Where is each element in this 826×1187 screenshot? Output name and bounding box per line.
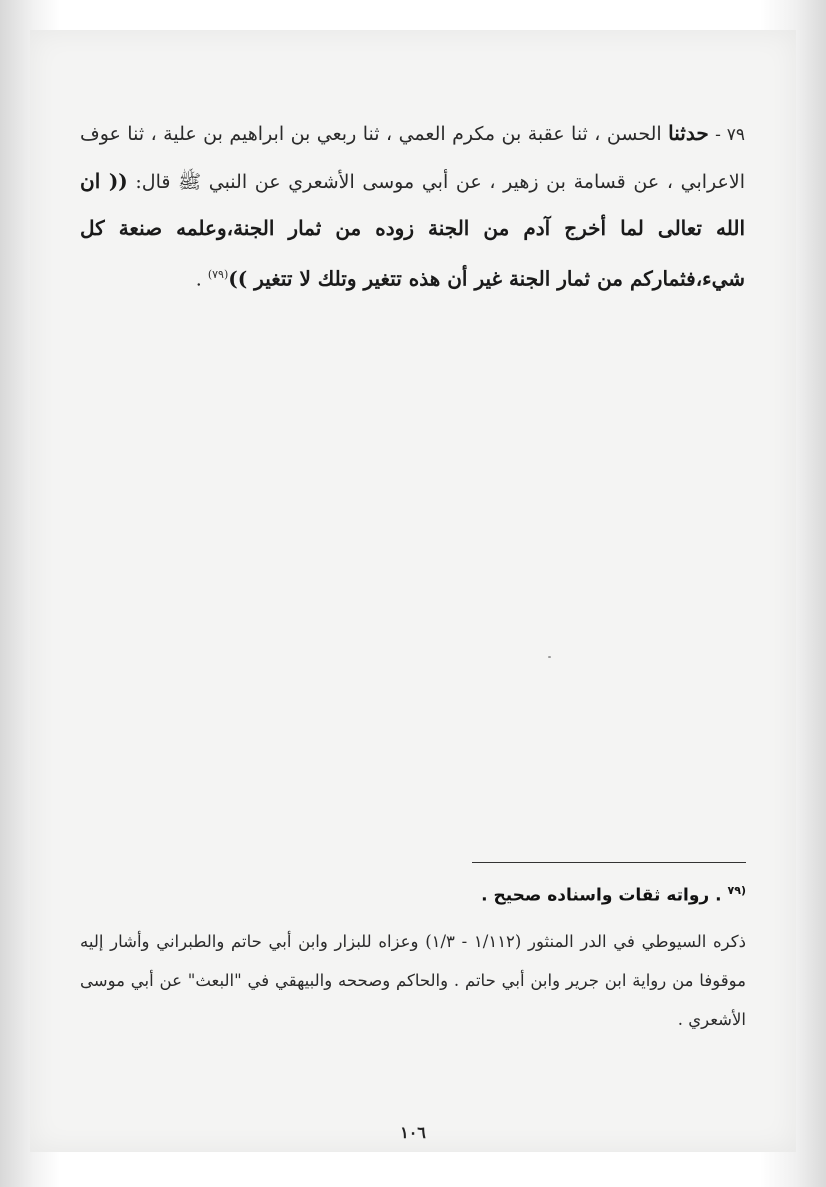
hadith-chain: الحسن ، ثنا عقبة بن مكرم العمي ، ثنا ربعي بن ابراهيم بن علية ، ثنا عوف الاعرابي ، عن قسامة بن زهير ، عن أبي موسى الأشعري عن النبي ﷺ قال: xyxy=(80,123,745,193)
footnote-ref-mark: (٧٩ xyxy=(727,884,746,897)
book-page xyxy=(30,30,796,1152)
hadith-end-mark: . xyxy=(195,268,202,291)
hadith-number: ٧٩ - xyxy=(715,125,745,145)
footnote-divider xyxy=(472,862,746,863)
page-number: ١٠٦ xyxy=(400,1123,426,1142)
hadith-text xyxy=(80,110,745,302)
hadith-matn: (( ان الله تعالى لما أخرج آدم من الجنة زوده من ثمار الجنة،وعلمه صنعة كل شيء،فثماركم من ثمار الجنة غير أن هذه تتغير وتلك لا تتغير )) xyxy=(80,169,745,291)
hadith-chain-lead: حدثنا xyxy=(668,121,709,145)
footnote-grading: . رواته ثقات واسناده صحيح . xyxy=(481,885,722,906)
footnote-heading xyxy=(330,876,746,911)
footnote-body: ذكره السيوطي في الدر المنثور (١/١١٢ - ١/٣) وعزاه للبزار وابن أبي حاتم والطبراني وأشار إليه موقوفا من رواية ابن جرير وابن أبي حاتم . والحاكم وصححه والبيهقي في "البعث" عن أبي موسى الأشعري . xyxy=(80,932,746,1029)
scan-speck xyxy=(548,656,551,658)
hadith-footnote-ref: (٧٩) xyxy=(207,268,229,281)
